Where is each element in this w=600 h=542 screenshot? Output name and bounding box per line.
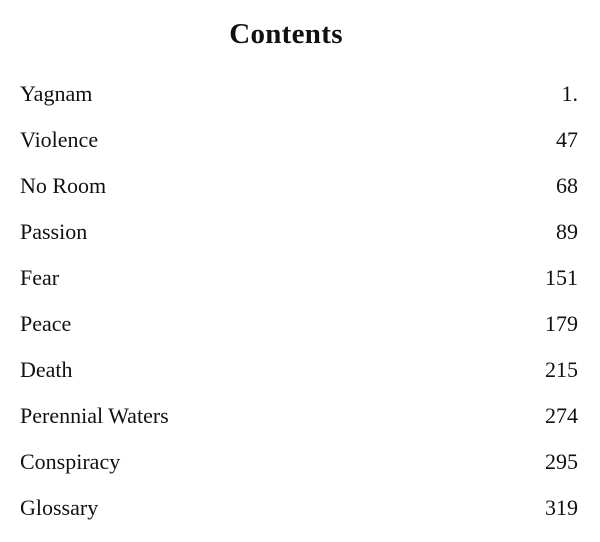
toc-entry-page: 274 — [545, 403, 578, 428]
toc-entry-page: 215 — [545, 357, 578, 382]
toc-entry — [20, 76, 578, 122]
toc-entry — [20, 306, 578, 352]
toc-entry-title: Violence — [20, 127, 99, 152]
toc-entry — [20, 490, 578, 536]
toc-entry-page: 319 — [545, 495, 578, 520]
toc-entry-title: Fear — [20, 265, 60, 290]
toc-entry-page: 68 — [556, 173, 578, 198]
toc-entry-title: Perennial Waters — [20, 403, 169, 428]
toc-entry-title: Conspiracy — [20, 449, 121, 474]
toc-entry — [20, 214, 578, 260]
toc-entry-page: 295 — [545, 449, 578, 474]
toc-entry — [20, 122, 578, 168]
page-title: Contents — [229, 18, 343, 50]
toc-entry-page: 151 — [545, 265, 578, 290]
toc-entry — [20, 444, 578, 490]
toc-entry — [20, 260, 578, 306]
toc-entry — [20, 168, 578, 214]
toc-entry-page: 47 — [556, 127, 578, 152]
toc-entry-title: Passion — [20, 219, 88, 244]
toc-entry-title: Glossary — [20, 495, 99, 520]
toc-entry-title: Yagnam — [20, 81, 93, 106]
toc-entry-page: 179 — [545, 311, 578, 336]
toc-entry-page: 89 — [556, 219, 578, 244]
toc-entry-title: Death — [20, 357, 73, 382]
toc-entry-page: 1. — [561, 81, 578, 106]
toc-entry — [20, 398, 578, 444]
toc-entry-title: Peace — [20, 311, 72, 336]
toc-entry — [20, 352, 578, 398]
toc-entry-title: No Room — [20, 173, 107, 198]
table-of-contents — [20, 76, 578, 536]
